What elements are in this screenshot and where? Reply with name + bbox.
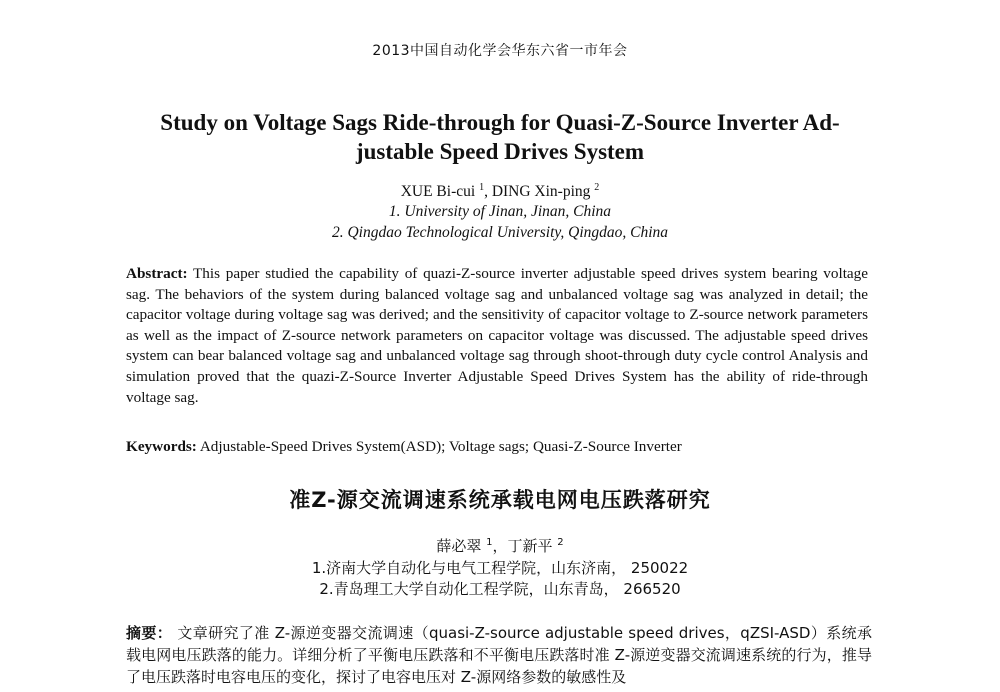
author-separator: , (484, 183, 492, 200)
affiliation-en-2: 2. Qingdao Technological University, Qingdao, China (331, 224, 669, 241)
author-2-affil-mark-cn: 2 (557, 537, 564, 548)
abstract-en-label: Abstract: (126, 265, 188, 282)
affiliation-en-1: 1. University of Jinan, Jinan, China (388, 203, 612, 220)
keywords-en (126, 437, 868, 457)
abstract-cn-text: 文章研究了准 Z-源逆变器交流调速（quasi-Z-source adjustable speed drives，qZSI-ASD）系统承载电网电压跌落的能力。详细分析了平衡电压跌落和不平衡电压跌落时准 Z-源逆变器交流调速系统的行为，推导了电压跌落时电容电压的变化，探讨了电容电压对 Z-源网络参数的敏感性及 (126, 624, 872, 686)
author-separator-cn: ， (492, 537, 508, 555)
paper-title-en-line2: justable Speed Drives System (355, 139, 645, 164)
affiliation-cn-2: 2.青岛理工大学自动化工程学院，山东青岛， 266520 (319, 580, 681, 598)
author-2-name-cn: 丁新平 (507, 537, 553, 555)
abstract-en-text: This paper studied the capability of quazi-Z-source inverter adjustable speed drives system bearing voltage sag. The behaviors of the system during balanced voltage sag and unbalanced voltage sag was analyzed in detail; the capacitor voltage during voltage sag was derived; and the sensitivity of capacitor voltage to Z-source network parameters as well as the impact of Z-source network parameters on capacitor voltage was discussed. The adjustable speed drives system can bear balanced voltage sag and unbalanced voltage sag through shoot-through duty cycle control Analysis and simulation proved that the quazi-Z-Source Inverter Adjustable Speed Drives System has the ability of ride-through voltage sag. (126, 265, 868, 406)
keywords-en-label: Keywords: (126, 438, 197, 455)
keywords-en-text: Adjustable-Speed Drives System(ASD); Voltage sags; Quasi-Z-Source Inverter (199, 438, 682, 455)
author-2-name: DING Xin-ping (491, 183, 591, 200)
affiliation-cn-1: 1.济南大学自动化与电气工程学院，山东济南， 250022 (311, 559, 689, 577)
paper-title-en (120, 108, 880, 166)
authors-en (0, 183, 1000, 201)
author-1-name: XUE Bi-cui (400, 183, 476, 200)
paper-title-en-line1: Study on Voltage Sags Ride-through for Quasi-Z-Source Inverter Ad- (160, 110, 840, 135)
author-2-affil-mark: 2 (594, 181, 600, 193)
author-1-name-cn: 薛必翠 (436, 537, 482, 555)
paper-title-cn: 准Z-源交流调速系统承载电网电压跌落研究 (289, 488, 711, 512)
abstract-cn (126, 622, 872, 688)
conference-header: 2013中国自动化学会华东六省一市年会 (372, 43, 628, 59)
abstract-en (126, 264, 868, 408)
author-1-affil-mark-cn: 1 (486, 537, 493, 548)
authors-cn (0, 535, 1000, 556)
author-1-affil-mark: 1 (479, 181, 485, 193)
abstract-cn-label: 摘要： (126, 624, 173, 642)
